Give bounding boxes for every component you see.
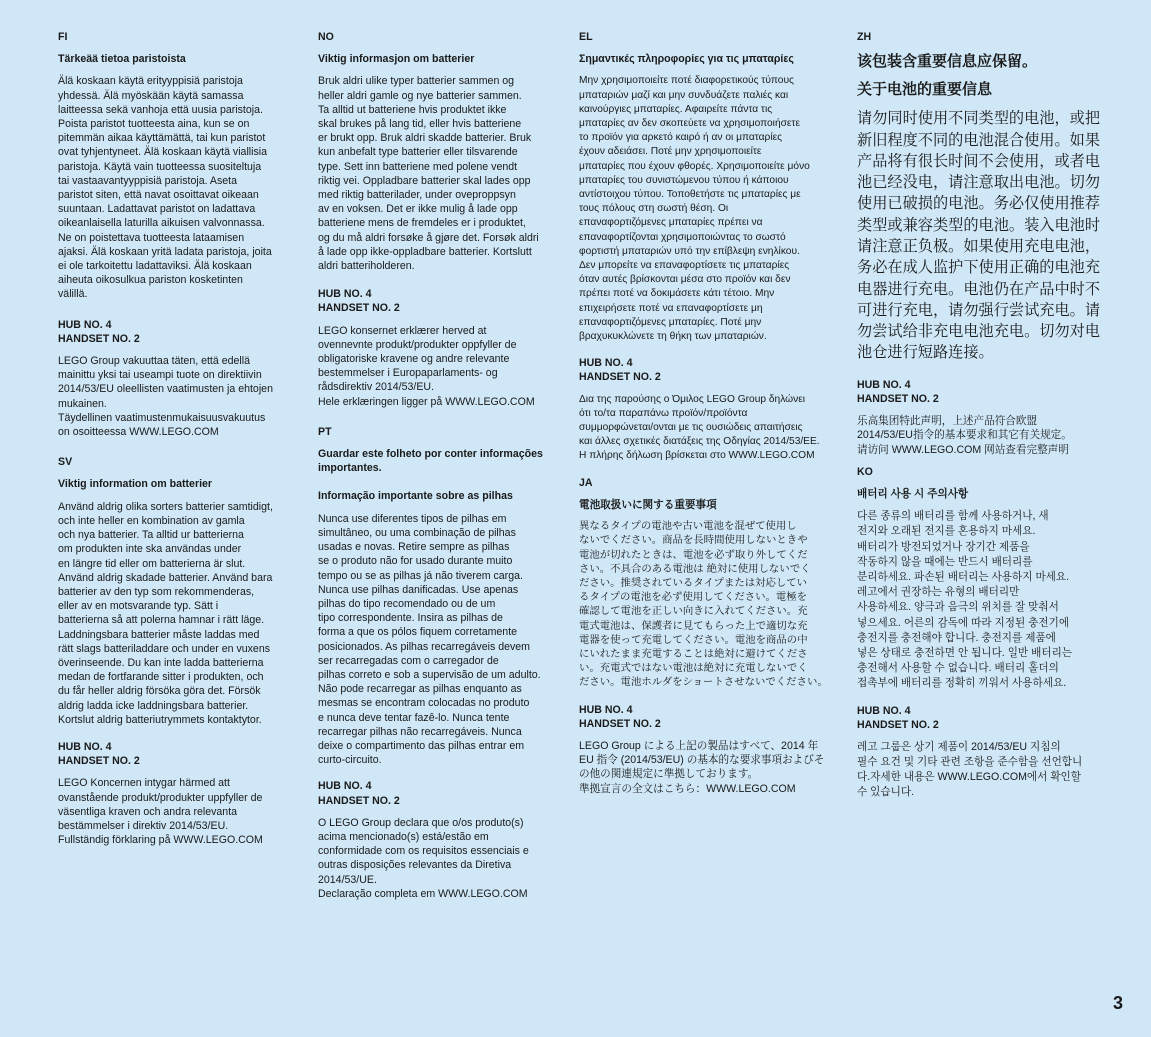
section-sv [58, 455, 313, 847]
language-code-zh: ZH [857, 31, 872, 43]
declaration-sv: LEGO Koncernen intygar härmed att ovanstående produkt/produkter uppfyller de väsentliga kraven och andra relevanta bestämmelser i direktiv 2014/53/EU. Fullständig förklaring på WWW.LEGO.COM [58, 777, 263, 847]
section-pt [318, 425, 573, 901]
language-code-no: NO [318, 31, 334, 43]
battery-title-pt: Informação importante sobre as pilhas [318, 490, 513, 503]
language-code-fi: FI [58, 31, 68, 43]
column-4 [857, 30, 1132, 808]
column-3 [579, 30, 851, 804]
battery-text-sv: Använd aldrig olika sorters batterier samtidigt, och inte heller en kombination av gamla och nya batterier. Ta alltid ur batterierna om produkten inte ska användas under en längre tid eller om batterierna är slut. Använd aldrig skadade batterier. Använd bara batterier av den typ som rekommenderas, eller av en motsvarande typ. Sätt i batterierna så att polerna hamnar i rätt läge. Laddningsbara batterier måste laddas med rätt slags batteriladdare och under en vuxens överinseende. Du kan inte ladda batterierna medan de fortfarande sitter i produkten, och du får heller aldrig försöka göra det. Försök aldrig ladda icke laddningsbara batterier. Kortslut aldrig batteriutrymmets kontaktytor. [58, 500, 273, 726]
battery-title-ko: 배터리 사용 시 주의사항 [857, 487, 969, 500]
hub-label-ja: HUB NO. 4 HANDSET NO. 2 [579, 703, 661, 730]
section-fi [58, 30, 313, 439]
battery-text-pt: Nunca use diferentes tipos de pilhas em simultâneo, ou uma combinação de pilhas usadas e novas. Retire sempre as pilhas se o produto não for usado durante muito tempo ou se as pilhas já não tiverem carga. Nunca use pilhas danificadas. Use apenas pilhas do tipo recomendado ou de um tipo correspondente. Insira as pilhas de forma a que os pólos fiquem corretamente posicionados. As pilhas recarregáveis devem ser recarregadas com o carregador de pilhas correto e sob a supervisão de um adulto. Não pode recarregar as pilhas enquanto as mesmas se encontram colocadas no produto e nunca deve tentar fazê-lo. Nunca tente recarregar pilhas não recarregáveis. Nunca deixe o compartimento das pilhas entrar em curto-circuito. [318, 512, 541, 767]
section-el [579, 30, 851, 464]
language-code-pt: PT [318, 425, 332, 438]
battery-text-el: Μην χρησιμοποιείτε ποτέ διαφορετικούς τύπους μπαταριών μαζί και μην συνδυάζετε παλιές και καινούργιες μπαταρίες. Αφαιρείτε πάντα τις μπαταρίες αν δεν σκοπεύετε να χρησιμοποιήσετε το προϊόν για αρκετό καιρό ή αν οι μπαταρίες έχουν αδειάσει. Ποτέ μην χρησιμοποιείτε μπαταρίες που έχουν φθορές. Χρησιμοποιείτε μόνο μπαταρίες του συνιστώμενου τύπου ή κάποιου αντίστοιχου τύπου. Τοποθετήστε τις μπαταρίες με τους πόλους στη σωστή θέση. Οι επαναφορτιζόμενες μπαταρίες πρέπει να επαναφορτίζονται χρησιμοποιώντας το σωστό φορτιστή μπαταριών υπό την επίβλεψη ενηλίκου. Δεν μπορείτε να επαναφορτίσετε τις μπαταρίες όταν αυτές βρίσκονται μέσα στο προϊόν και δεν πρέπει ποτέ να δοκιμάσετε κάτι τέτοιο. Μην επιχειρήσετε ποτέ να επαναφορτίσετε μη επαναφορτιζόμενες μπαταρίες. Ποτέ μην βραχυκυκλώνετε τη θήκη των μπαταριών. [579, 75, 810, 343]
hub-label-zh: HUB NO. 4 HANDSET NO. 2 [857, 378, 939, 405]
hub-label-fi: HUB NO. 4 HANDSET NO. 2 [58, 318, 140, 345]
battery-text-ja: 異なるタイプの電池や古い電池を混ぜて使用し ないでください。商品を長時間使用しないときや 電池が切れたときは、電池を必ず取り外してくだ さい。不具合のある電池は 絶対に使用しないでく ださい。推奨されているタイプまたは対応してい るタイプの電池を必ず使用してください。電極を 確認して電池を正しい向きに入れてください。充 電式電池は、保護者に見てもらった上で適切な充 電器を使って充電してください。電池を商品の中 にいれたまま充電することは絶対に避けてくださ い。充電式ではない電池は絶対に充電しないでく ださい。電池ホルダをショートさせないでください。 [579, 521, 828, 689]
hub-label-pt: HUB NO. 4 HANDSET NO. 2 [318, 780, 400, 807]
battery-title-ja: 電池取扱いに関する重要事項 [579, 498, 717, 511]
language-code-sv: SV [58, 456, 73, 469]
declaration-ja: LEGO Group による上記の製品はすべて、2014 年 EU 指令 (2014/53/EU) の基本的な要求事項およびそ の他の関連規定に準拠しております。 準拠宣言の全文はこちら：WWW.LEGO.COM [579, 739, 825, 795]
declaration-fi: LEGO Group vakuuttaa täten, että edellä mainittu yksi tai useampi tuote on direktiivin 2014/53/EU oleellisten vaatimusten ja ehtojen mukainen. Täydellinen vaatimustenmukaisuusvakuutus on osoitteessa WWW.LEGO.COM [58, 355, 273, 439]
language-code-ja: JA [579, 476, 593, 489]
notice-lead-zh: 该包装含重要信息应保留。 [857, 53, 1038, 71]
declaration-zh: 乐高集团特此声明，上述产品符合欧盟 2014/53/EU指令的基本要求和其它有关规定。 请访问 WWW.LEGO.COM 网站查看完整声明 [857, 415, 1072, 456]
language-code-ko: KO [857, 465, 873, 478]
declaration-pt: O LEGO Group declara que o/os produto(s) acima mencionado(s) está/estão em conformidade com os requisitos essenciais e outras disposições relevantes da Diretiva 2014/53/UE. Declaração completa em WWW.LEGO.COM [318, 816, 529, 900]
column-2 [318, 30, 573, 909]
notice-lead-pt: Guardar este folheto por conter informações importantes. [318, 448, 543, 475]
declaration-el: Δια της παρούσης ο Όμιλος LEGO Group δηλώνει ότι το/τα παραπάνω προϊόν/προϊόντα συμμορφώνεται/ονται με τις ουσιώδεις απαιτήσεις και άλλες σχετικές διατάξεις της Οδηγίας 2014/53/ΕΕ. Η πλήρης δήλωση βρίσκεται στο WWW.LEGO.COM [579, 393, 820, 462]
battery-title-sv: Viktig information om batterier [58, 478, 213, 491]
battery-text-fi: Älä koskaan käytä erityyppisiä paristoja yhdessä. Älä myöskään käytä samassa laitteessa sekä vanhoja että uusia paristoja. Poista paristot tuotteesta aina, kun se on pitemmän aikaa käyttämättä, tai kun paristot ovat tyhjentyneet. Älä koskaan käytä viallisia paristoja. Käytä vain tuotteessa suositeltuja tai vastaavantyyppisiä paristoja. Aseta paristot siten, että navat osoittavat oikeaan suuntaan. Ladattavat paristot on ladattava oikeanlaisella laturilla aikuisen valvonnassa. Ne on poistettava tuotteesta lataamisen ajaksi. Älä koskaan yritä ladata paristoja, joita ei ole tarkoitettu ladattaviksi. Älä koskaan aiheuta oikosulkua pariston kosketinten välillä. [58, 75, 272, 301]
section-zh [857, 30, 1132, 457]
hub-label-no: HUB NO. 4 HANDSET NO. 2 [318, 288, 400, 315]
language-code-el: EL [579, 31, 593, 43]
battery-text-ko: 다른 종류의 배터리를 함께 사용하거나, 새 전지와 오래된 전지를 혼용하지 마세요. 배터리가 방전되었거나 장기간 제품을 작동하지 않을 때에는 반드시 배터리를 분리하세요. 파손된 배터리는 사용하지 마세요. 레고에서 권장하는 유형의 배터리만 사용하세요. 양극과 음극의 위치를 잘 맞춰서 넣으세요. 어른의 감독에 따라 지정된 충전기에 충전지를 충전해야 합니다. 충전지를 제품에 넣은 상태로 충전하면 안 됩니다. 일반 배터리는 충전해서 사용할 수 없습니다. 배터리 홀더의 접촉부에 배터리를 정확히 끼워서 사용하세요. [857, 510, 1073, 690]
column-1 [58, 30, 313, 855]
battery-title-fi: Tärkeää tietoa paristoista [58, 53, 186, 66]
page-number: 3 [1112, 993, 1123, 1013]
battery-title-no: Viktig informasjon om batterier [318, 53, 475, 66]
battery-title-el: Σημαντικές πληροφορίες για τις μπαταρίες [579, 53, 794, 66]
section-ja [579, 476, 851, 796]
battery-title-zh: 关于电池的重要信息 [857, 81, 993, 99]
section-no [318, 30, 573, 409]
declaration-ko: 레고 그룹은 상기 제품이 2014/53/EU 지침의 필수 요건 및 기타 관련 조항을 준수함을 선언합니 다.자세한 내용은 WWW.LEGO.COM에서 확인할 수 있습니다. [857, 741, 1083, 799]
declaration-no: LEGO konsernet erklærer herved at ovennevnte produkt/produkter oppfyller de obligatoriske kravene og andre relevante bestemmelser i Europaparlaments- og rådsdirektiv 2014/53/EU. Hele erklæringen ligger på WWW.LEGO.COM [318, 324, 535, 408]
hub-label-sv: HUB NO. 4 HANDSET NO. 2 [58, 740, 140, 768]
battery-text-zh: 请勿同时使用不同类型的电池，或把 新旧程度不同的电池混合使用。如果 产品将有很长时间不会使用，或者电 池已经没电，请注意取出电池。切勿 使用已破损的电池。务必仅使用推荐 类型或兼容类型的电池。装入电池时 请注意正负极。如果使用充电电池， 务必在成人监护下使用正确的电池充 电器进行充电。电池仍在产品中时不 可进行充电，请勿强行尝试充电。请 勿尝试给非充电电池充电。切勿对电 池仓进行短路连接。 [857, 110, 1100, 362]
battery-text-no: Bruk aldri ulike typer batterier sammen og heller aldri gamle og nye batterier sammen. Ta alltid ut batteriene hvis produktet ikke skal brukes på lang tid, eller hvis batteriene er brukt opp. Bruk aldri skadde batterier. Bruk kun anbefalt type batterier eller tilsvarende type. Sett inn batteriene med polene vendt riktig vei. Oppladbare batterier skal lades opp med riktig batterilader, under oveproppsyn av en voksen. Det er ikke mulig å lade opp batteriene mens de fremdeles er i produktet, og du må aldri forsøke å gjøre det. Forsøk aldri å lade opp ikke-oppladbare batterier. Kortslutt aldri batteriholderen. [318, 75, 539, 273]
hub-label-ko: HUB NO. 4 HANDSET NO. 2 [857, 704, 939, 731]
hub-label-el: HUB NO. 4 HANDSET NO. 2 [579, 357, 661, 384]
section-ko [857, 465, 1132, 800]
